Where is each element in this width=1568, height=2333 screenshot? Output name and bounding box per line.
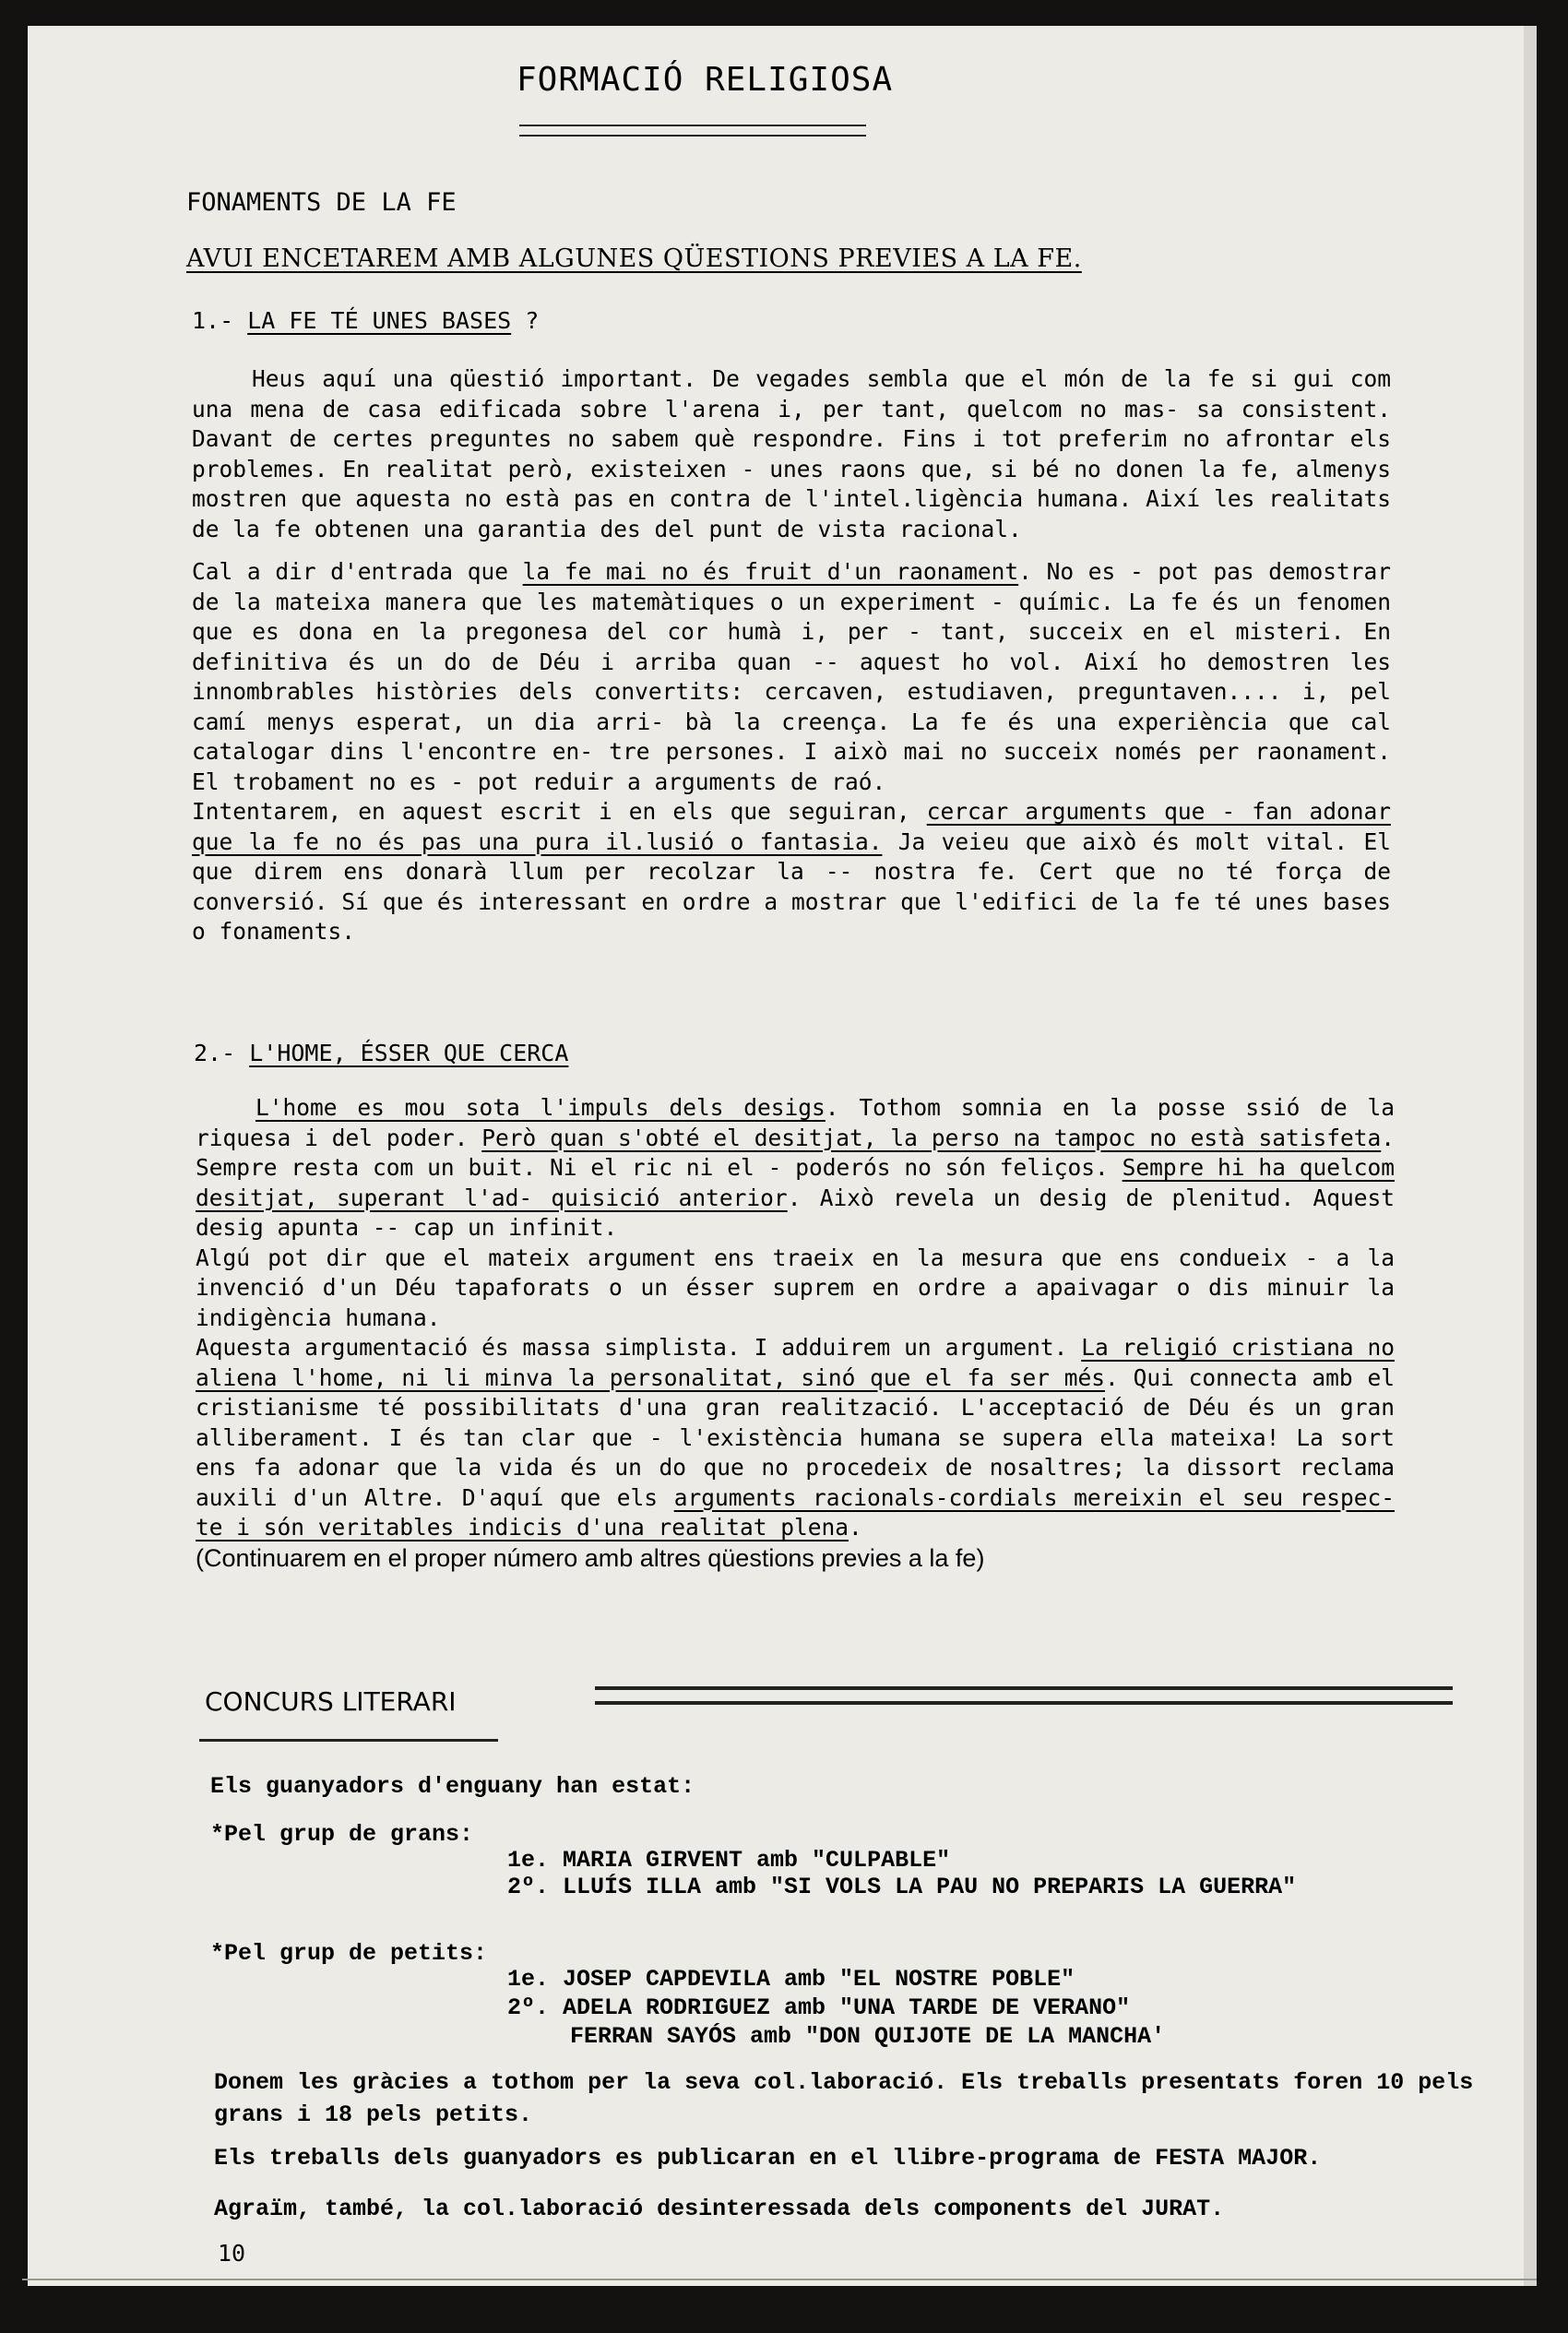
contest-double-rule <box>595 1686 1453 1705</box>
underlined-text: arguments racionals-cordials mereixin el seu respec- te i són veritables indicis d'una realitat plena <box>196 1483 1396 1541</box>
underlined-text: L'home es mou sota l'impuls dels desigs <box>255 1094 826 1121</box>
text-run: Aquesta argumentació és massa simplista. I adduirem un argument. <box>196 1334 1082 1361</box>
petits-winner-3: FERRAN SAYÓS amb "DON QUIJOTE DE LA MANCHA' <box>570 2023 1166 2050</box>
text-run: Cal a dir d'entrada que <box>192 558 523 585</box>
section-heading: FONAMENTS DE LA FE <box>186 188 457 217</box>
text-run: . <box>849 1514 862 1541</box>
group-petits-label: *Pel grup de petits: <box>210 1940 488 1967</box>
title-double-rule <box>519 125 866 137</box>
page-edge <box>1524 26 1537 2286</box>
text-run: . Tothom somnia en la posse ssió de la riquesa i del poder. <box>196 1094 1396 1151</box>
page-bottom-edge <box>22 2279 1537 2280</box>
page-number: 10 <box>218 2240 246 2267</box>
question-1-number: 1.- <box>192 307 234 334</box>
question-2-title: L'HOME, ÉSSER QUE CERCA <box>249 1040 569 1066</box>
underlined-text: Sempre hi ha quelcom desitjat, superant l'ad- quisició anterior <box>196 1154 1395 1211</box>
text-run: Ja veieu que això és molt vital. El que direm ens donarà llum per recolzar la -- nostra fe. Cert que no té força de conversió. Sí que és interessant en ordre a mostrar que l'edifici de la fe té unes bases o fonaments. <box>192 827 1392 945</box>
contest-publish-note: Els treballs dels guanyadors es publicaran en el llibre-programa de FESTA MAJOR. <box>214 2145 1322 2172</box>
question-1-paragraph-2 <box>192 557 1391 797</box>
question-2-paragraph-1 <box>196 1093 1395 1244</box>
petits-winner-2: 2º. ADELA RODRIGUEZ amb "UNA TARDE DE VERANO" <box>507 1994 1131 2021</box>
group-grans-label: *Pel grup de grans: <box>210 1821 474 1848</box>
question-1-paragraph-1: Heus aquí una qüestió important. De vegades sembla que el món de la fe si gui com una mena de casa edificada sobre l'arena i, per tant, quelcom no mas- sa consistent. Davant de certes preguntes no sabem què respondre. Fins i tot preferim no afrontar els problemes. En realitat però, existeixen - unes raons que, si bé no donen la fe, almenys mostren que aquesta no està pas en contra de l'intel.ligència humana. Així les realitats de la fe obtenen una garantia des del punt de vista racional. <box>192 365 1391 542</box>
page-title: FORMACIÓ RELIGIOSA <box>517 61 894 99</box>
contest-thanks: Donem les gràcies a tothom per la seva col.laboració. Els treballs presentats foren 10 pels grans i 18 pels petits. <box>214 2069 1474 2128</box>
text-run: . Sempre resta com un buit. Ni el ric ni el - poderós no són feliços. <box>196 1124 1395 1181</box>
question-2-number: 2.- <box>194 1040 236 1066</box>
question-1-text <box>192 364 1391 947</box>
continued-note: (Continuarem en el proper número amb altres qüestions previes a la fe) <box>196 1543 985 1572</box>
question-2-paragraph-2: Algú pot dir que el mateix argument ens traeix en la mesura que ens condueix - a la invenció d'un Déu tapaforats o un ésser suprem en ordre a apaivagar o dis minuir la indigència humana. <box>196 1244 1395 1331</box>
underlined-text: Però quan s'obté el desitjat, la perso na tampoc no està satisfeta <box>481 1124 1382 1151</box>
question-2-heading <box>194 1040 568 1066</box>
text-run: . Qui connecta amb el cristianisme té possibilitats d'una gran realització. L'acceptació de Déu és un gran alliberament. I és tan clar que - l'existència humana se supera ella mateixa! La sort ens fa adonar que la vida és un do que no procedeix de nosaltres; la dissort reclama auxili d'un Altre. D'aquí que els <box>196 1363 1395 1511</box>
text-run: . No es - pot pas demostrar de la mateixa manera que les matemàtiques o un experiment - químic. La fe és un fenomen que es dona en la pregonesa del cor humà i, per - tant, succeix en el misteri. En definitiva és un do de Déu i arriba quan -- aquest ho vol. Així ho demostren les innombrables històries dels convertits: cercaven, estudiaven, preguntaven.... i, pel camí menys esperat, un dia arri- bà la creença. La fe és una experiència que cal catalogar dins l'encontre en- tre persones. I això mai no succeix només per raonament. El trobament no es - pot reduir a arguments de raó. <box>192 558 1391 795</box>
question-1-paragraph-3 <box>192 797 1391 947</box>
text-run: . Això revela un desig de plenitud. Aquest desig apunta -- cap un infinit. <box>196 1184 1395 1241</box>
grans-winner-1: 1e. MARIA GIRVENT amb "CULPABLE" <box>507 1847 951 1874</box>
question-1-title: LA FE TÉ UNES BASES <box>247 307 512 334</box>
section-subheading: AVUI ENCETAREM AMB ALGUNES QÜESTIONS PREVIES A LA FE. <box>186 244 1082 273</box>
text-run: Intentarem, en aquest escrit i en els que seguiran, <box>192 798 927 825</box>
contest-heading: CONCURS LITERARI <box>205 1686 457 1717</box>
contest-intro: Els guanyadors d'enguany han estat: <box>210 1773 695 1800</box>
question-2-text <box>196 1093 1395 1573</box>
contest-heading-rule <box>199 1739 498 1742</box>
grans-winner-2: 2º. LLUÍS ILLA amb "SI VOLS LA PAU NO PREPARIS LA GUERRA" <box>507 1874 1297 1900</box>
underlined-text: la fe mai no és fruit d'un raonament <box>522 558 1019 585</box>
petits-winner-1: 1e. JOSEP CAPDEVILA amb "EL NOSTRE POBLE" <box>507 1966 1075 1993</box>
underlined-text: La religió cristiana no aliena l'home, ni li minva la personalitat, sinó que el fa ser més <box>196 1334 1395 1391</box>
question-1-heading <box>192 307 539 334</box>
contest-jury-thanks: Agraïm, també, la col.laboració desinteressada dels components del JURAT. <box>214 2196 1225 2222</box>
question-1-suffix: ? <box>525 307 540 334</box>
question-2-paragraph-3 <box>196 1333 1395 1543</box>
underlined-text: cercar arguments que - fan adonar que la fe no és pas una pura il.lusió o fantasia. <box>192 798 1391 855</box>
